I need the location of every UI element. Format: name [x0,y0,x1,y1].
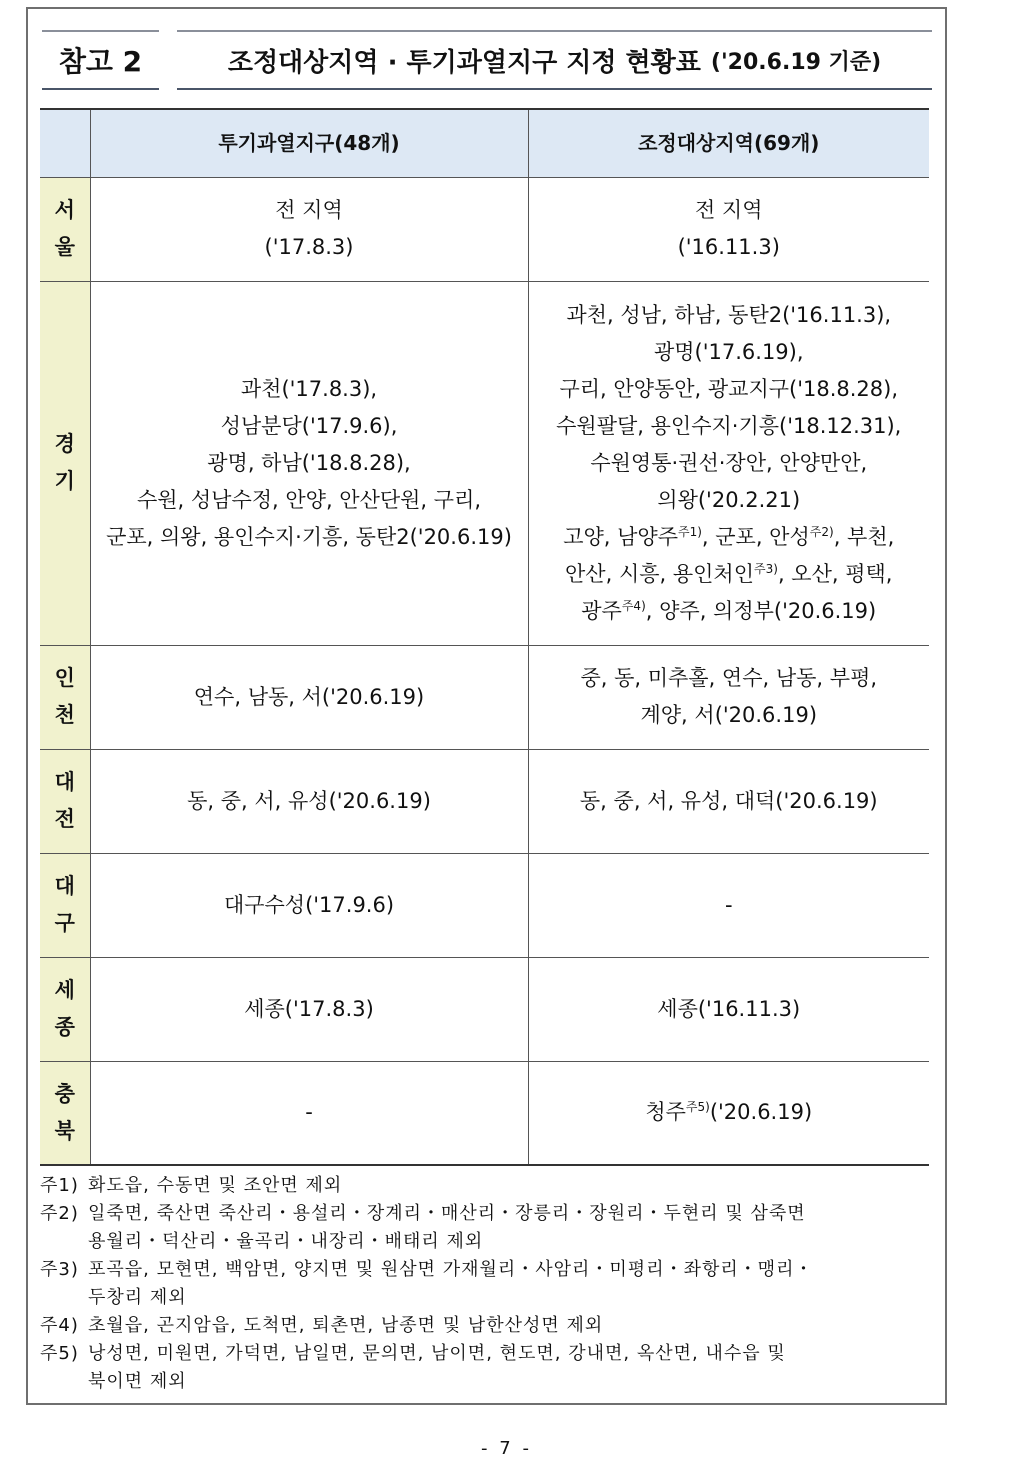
adjustment-line [529,334,930,371]
adjustment-text: 과천, 성남, 하남, 동탄2('16.11.3), [566,302,892,327]
adjustment-text: , 부천, [833,524,895,549]
footnote-label [40,1368,88,1396]
title-row [42,30,932,90]
adjustment-line [529,593,930,630]
footnote-line [40,1228,920,1256]
region-char: 종 [54,1015,75,1039]
footnote-text: 초월읍, 곤지암읍, 도척면, 퇴촌면, 남종면 및 남한산성면 제외 [88,1315,604,1336]
speculation-cell [90,853,528,957]
speculation-cell [90,177,528,281]
adjustment-text: 중, 동, 미추홀, 연수, 남동, 부평, [580,666,878,690]
region-char: 울 [54,235,75,259]
region-char: 천 [54,703,75,727]
footnote-label: 주4) [40,1315,79,1336]
speculation-line: 수원, 성남수정, 안양, 안산단원, 구리, [136,487,482,512]
footnote-line [40,1340,920,1368]
region-char: 북 [54,1118,75,1143]
adjustment-text: , 오산, 평택, [777,561,893,586]
footnote-label: 주1) [40,1175,79,1196]
adjustment-line [529,445,930,482]
speculation-line: 동, 중, 서, 유성('20.6.19) [187,788,431,813]
table-row [40,281,929,645]
footnote-line [40,1312,920,1340]
speculation-cell [90,957,528,1061]
region-char: 세 [54,978,75,1002]
footnote-line [40,1256,920,1284]
region-char: 대 [54,874,75,898]
adjustment-text: 광명('17.6.19), [653,339,804,364]
region-cell [40,281,90,645]
speculation-line: 군포, 의왕, 용인수지·기흥, 동탄2('20.6.19) [106,524,512,549]
adjustment-line [529,991,930,1028]
adjustment-text: ('16.11.3) [677,235,780,259]
speculation-line: 연수, 남동, 서('20.6.19) [193,684,425,709]
region-char: 경 [54,432,75,456]
footnote-label: 주5) [40,1343,79,1364]
region-cell [40,853,90,957]
region-cell [40,177,90,281]
adjustment-text: , 양주, 의정부('20.6.19) [645,598,877,623]
title-date: ('20.6.19 기준) [710,49,882,75]
speculation-cell [90,281,528,645]
adjustment-line [529,783,930,820]
adjustment-text: 전 지역 [694,198,763,222]
adjustment-text: , 군포, 안성 [701,524,810,549]
speculation-line: ('17.8.3) [264,235,354,259]
adjustment-line [529,1094,930,1131]
footnote-label [40,1284,88,1312]
speculation-line: 전 지역 [275,198,343,222]
footnote-text: 두창리 제외 [88,1287,187,1308]
footnote-marker: 주2) [809,524,834,539]
footnote-label: 주3) [40,1259,79,1280]
table-row [40,749,929,853]
title-text: 조정대상지역 · 투기과열지구 지정 현황표 [227,47,701,78]
table-row [40,853,929,957]
footnote-text: 용월리・덕산리・율곡리・내장리・배태리 제외 [88,1231,484,1252]
adjustment-text: 구리, 안양동안, 광교지구('18.8.28), [559,376,899,401]
footnotes [40,1172,920,1396]
footnote-text: 북이면 제외 [88,1371,187,1392]
table-row [40,177,929,281]
adjustment-line [529,519,930,556]
footnote-text: 낭성면, 미원면, 가덕면, 남일면, 문의면, 남이면, 현도면, 강내면, 옥산면, 내수읍 및 [88,1343,786,1364]
speculation-line: 광명, 하남('18.8.28), [207,450,411,475]
footnote-text: 포곡읍, 모현면, 백암면, 양지면 및 원삼면 가재월리・사암리・미평리・좌항리・맹리・ [88,1259,814,1280]
speculation-line: - [305,1100,313,1125]
region-cell [40,957,90,1061]
footnote-marker: 주3) [754,561,778,576]
table-row [40,645,929,749]
region-char: 기 [54,469,75,493]
speculation-line: 세종('17.8.3) [244,996,374,1021]
adjustment-text: 고양, 남양주 [563,524,678,549]
adjustment-text: 광주 [581,598,622,623]
adjustment-cell [528,957,929,1061]
adjustment-text: ('20.6.19) [709,1100,813,1125]
speculation-line: 과천('17.8.3), [240,376,378,401]
footnote-text: 일죽면, 죽산면 죽산리・용설리・장계리・매산리・장릉리・장원리・두현리 및 삼죽면 [88,1203,806,1224]
adjustment-cell [528,281,929,645]
adjustment-line [529,297,930,334]
adjustment-line [529,408,930,445]
region-char: 서 [54,198,75,222]
adjustment-text: 계양, 서('20.6.19) [640,703,818,727]
speculation-line: 성남분당('17.9.6), [220,413,398,438]
adjustment-text: - [724,892,733,917]
adjustment-text: 동, 중, 서, 유성, 대덕('20.6.19) [579,788,878,813]
speculation-cell [90,645,528,749]
adjustment-text: 의왕('20.2.21) [657,487,801,512]
adjustment-line [529,192,930,229]
footnote-line [40,1172,920,1200]
adjustment-cell [528,853,929,957]
page-title [177,30,932,90]
adjustment-text: 세종('16.11.3) [657,996,801,1021]
adjustment-line [529,556,930,593]
adjustment-text: 안산, 시흥, 용인처인 [565,561,755,586]
corner-cell [40,109,90,177]
reference-badge: 참고 2 [42,30,159,90]
footnote-line [40,1200,920,1228]
adjustment-text: 청주 [645,1100,686,1125]
footnote-marker: 주5) [685,1100,710,1115]
adjustment-cell [528,177,929,281]
adjustment-line [529,660,930,697]
adjustment-cell [528,1061,929,1165]
page-number: - 7 - [481,1438,532,1459]
region-char: 대 [54,770,75,794]
adjustment-text: 수원영통·권선·장안, 안양만안, [590,450,868,475]
adjustment-line [529,697,930,734]
adjustment-cell [528,645,929,749]
table-header-row [40,109,929,177]
adjustment-line [529,229,930,266]
footnote-label [40,1228,88,1256]
region-char: 구 [54,911,75,935]
adjustment-line [529,887,930,924]
footnote-line [40,1284,920,1312]
col-header-speculation: 투기과열지구(48개) [90,109,528,177]
table-row [40,1061,929,1165]
designation-table [40,108,929,1166]
speculation-line: 대구수성('17.9.6) [223,892,395,917]
footnote-line [40,1368,920,1396]
region-char: 인 [54,666,75,690]
footnote-marker: 주1) [677,524,702,539]
table-row [40,957,929,1061]
adjustment-cell [528,749,929,853]
footnote-marker: 주4) [621,598,646,613]
region-char: 충 [54,1081,75,1106]
footnote-text: 화도읍, 수동면 및 조안면 제외 [88,1175,343,1196]
speculation-cell [90,749,528,853]
col-header-adjustment: 조정대상지역(69개) [528,109,929,177]
adjustment-text: 수원팔달, 용인수지·기흥('18.12.31), [556,413,902,438]
adjustment-line [529,371,930,408]
speculation-cell [90,1061,528,1165]
region-cell [40,645,90,749]
adjustment-line [529,482,930,519]
region-cell [40,1061,90,1165]
table-body [40,109,929,1165]
footnote-label: 주2) [40,1203,79,1224]
region-char: 전 [54,807,75,831]
region-cell [40,749,90,853]
